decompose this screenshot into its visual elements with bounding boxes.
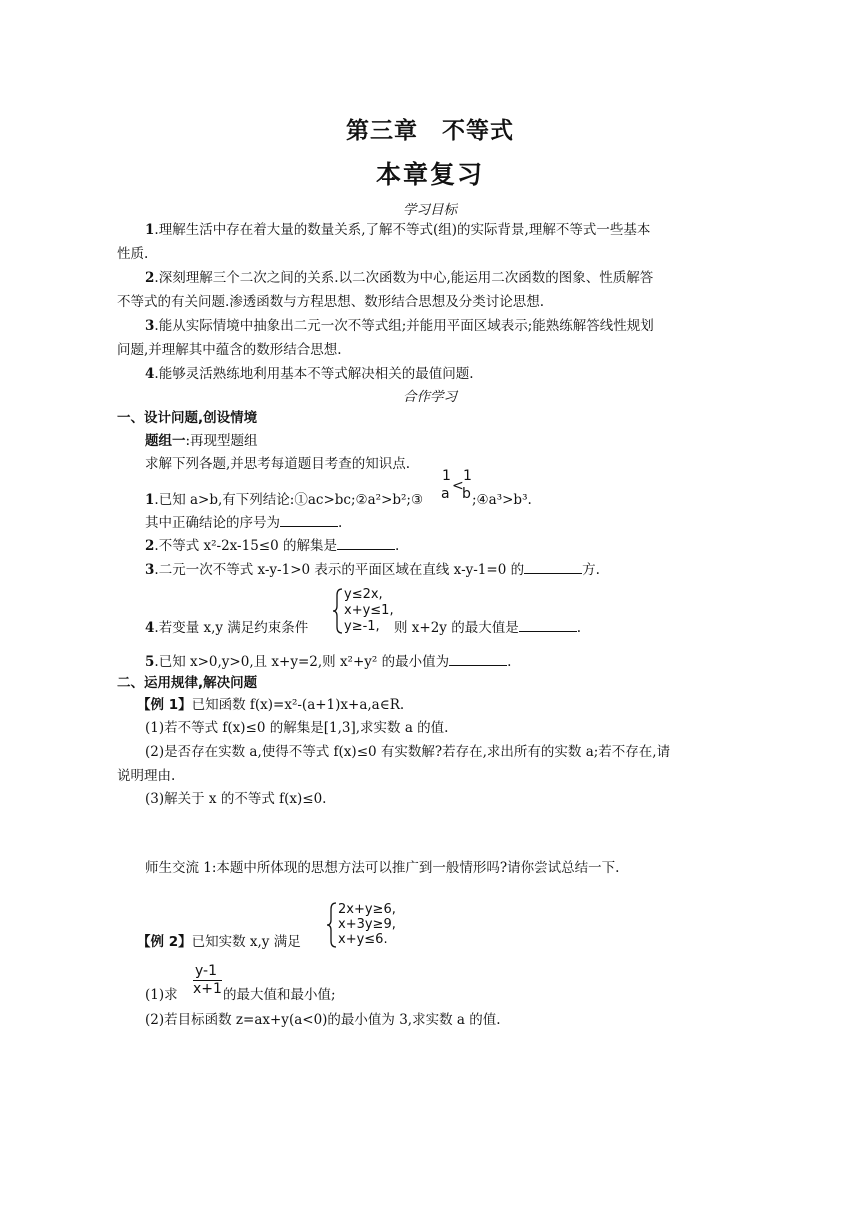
example-1-part-2-line-2: 说明理由.: [117, 768, 176, 784]
question-1-tail: ;④a³>b³.: [472, 492, 532, 508]
question-5: 5.已知 x>0,y>0,且 x+y=2,则 x²+y² 的最小值为 .: [145, 654, 512, 670]
q4-constraint-3: y≥-1,: [344, 619, 380, 634]
discussion-prompt: 师生交流 1:本题中所体现的思想方法可以推广到一般情形吗?请你尝试总结一下.: [145, 860, 620, 876]
answer-blank[interactable]: [519, 619, 577, 632]
goal-3-line-2: 问题,并理解其中蕴含的数形结合思想.: [117, 342, 342, 358]
goal-4-line-1: 4.能够灵活熟练地利用基本不等式解决相关的最值问题.: [145, 366, 474, 382]
example-1-statement: 【例 1】已知函数 f(x)=x²-(a+1)x+a,a∈R.: [137, 697, 405, 713]
q4-constraint-2: x+y≤1,: [344, 603, 394, 618]
group-1-title: 题组一:再现型题组: [145, 433, 258, 449]
part-1-title: 一、设计问题,创设情境: [117, 410, 258, 426]
q4-left-brace: [332, 588, 344, 634]
q4-constraint-1: y≤2x,: [344, 587, 383, 602]
answer-blank[interactable]: [337, 537, 395, 550]
q1-fraction-bottom-a: a: [441, 486, 450, 502]
q1-fraction-bottom-b: b: [462, 486, 471, 502]
example-2-part-2: (2)若目标函数 z=ax+y(a<0)的最小值为 3,求实数 a 的值.: [145, 1012, 501, 1028]
answer-blank[interactable]: [280, 514, 338, 527]
goal-1-line-1: 1.理解生活中存在着大量的数量关系,了解不等式(组)的实际背景,理解不等式一些基本: [145, 222, 651, 238]
answer-blank[interactable]: [524, 561, 582, 574]
ex2-left-brace: [326, 902, 338, 948]
goals-heading: 学习目标: [403, 202, 457, 218]
goal-3-line-1: 3.能从实际情境中抽象出二元一次不等式组;并能用平面区域表示;能熟练解答线性规划: [145, 318, 654, 334]
part-2-title: 二、运用规律,解决问题: [117, 675, 258, 691]
question-1-line-1: 1.已知 a>b,有下列结论:①ac>bc;②a²>b²;③: [145, 492, 424, 508]
example-1-part-3: (3)解关于 x 的不等式 f(x)≤0.: [145, 791, 327, 807]
q1-fraction-top-1: 1: [442, 468, 451, 484]
example-2-statement: 【例 2】已知实数 x,y 满足: [137, 934, 301, 950]
question-4-lead: 4.若变量 x,y 满足约束条件: [145, 620, 309, 636]
group-1-instruction: 求解下列各题,并思考每道题目考查的知识点.: [145, 456, 411, 472]
question-4-tail: 则 x+2y 的最大值是 .: [394, 620, 582, 636]
coop-heading: 合作学习: [403, 389, 457, 405]
question-1-line-2: 其中正确结论的序号为 .: [145, 515, 343, 531]
chapter-title: 第三章 不等式: [346, 118, 514, 144]
ex2-fraction-denominator: x+1: [193, 981, 222, 997]
question-3: 3.二元一次不等式 x-y-1>0 表示的平面区域在直线 x-y-1=0 的 方.: [145, 562, 600, 578]
q1-less-than: <: [452, 478, 464, 494]
question-2: 2.不等式 x²-2x-15≤0 的解集是 .: [145, 538, 400, 554]
example-1-part-2-line-1: (2)是否存在实数 a,使得不等式 f(x)≤0 有实数解?若存在,求出所有的实数 a;若不存在,请: [145, 744, 671, 760]
goal-1-line-2: 性质.: [117, 246, 149, 262]
ex2-fraction-numerator: y-1: [195, 963, 217, 979]
example-2-part-1-post: 的最大值和最小值;: [223, 987, 336, 1003]
q1-fraction-top-2: 1: [463, 468, 472, 484]
ex2-constraint-3: x+y≤6.: [338, 932, 388, 947]
goal-2-line-2: 不等式的有关问题.渗透函数与方程思想、数形结合思想及分类讨论思想.: [117, 294, 545, 310]
ex2-constraint-1: 2x+y≥6,: [338, 902, 396, 917]
section-title: 本章复习: [375, 160, 484, 189]
example-1-part-1: (1)若不等式 f(x)≤0 的解集是[1,3],求实数 a 的值.: [145, 720, 449, 736]
goal-2-line-1: 2.深刻理解三个二次之间的关系.以二次函数为中心,能运用二次函数的图象、性质解答: [145, 270, 654, 286]
ex2-constraint-2: x+3y≥9,: [338, 917, 396, 932]
answer-blank[interactable]: [449, 653, 507, 666]
example-2-part-1-pre: (1)求: [145, 987, 178, 1003]
